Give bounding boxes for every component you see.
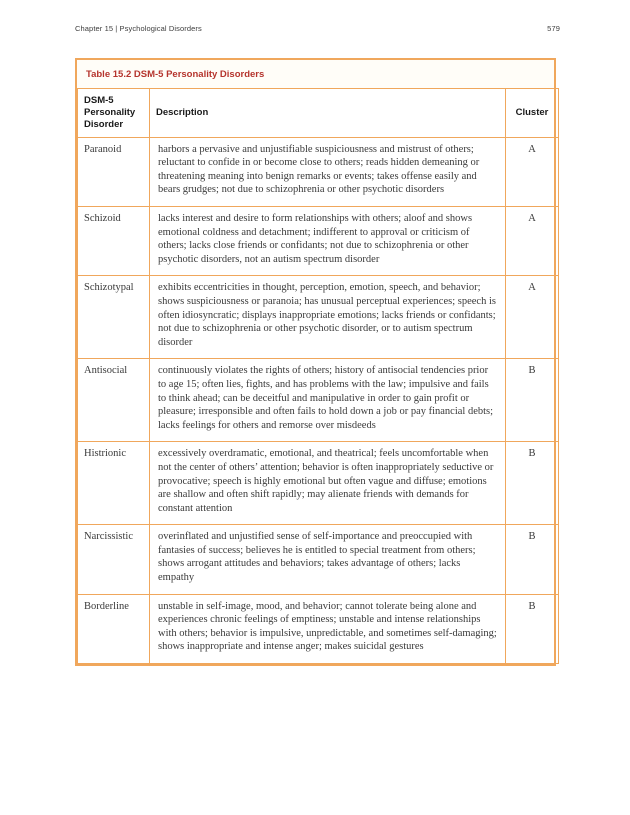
description-cell: lacks interest and desire to form relationships with others; aloof and shows emotional coldness and detachment; indifferent to approval or criticism of others; lacks close friends or confidants; not due to schizophrenia or other psychotic disorders, not an autism spectrum disorder bbox=[150, 207, 506, 276]
table bbox=[77, 88, 559, 664]
table-body bbox=[78, 137, 559, 663]
column-header-disorder: DSM-5 Personality Disorder bbox=[78, 89, 150, 138]
column-header-description: Description bbox=[150, 89, 506, 138]
description-cell: continuously violates the rights of others; history of antisocial tendencies prior to age 15; often lies, fights, and has problems with the law; impulsive and fails to think ahead; can be deceitful and manipulative in order to gain profit or pleasure; irresponsible and often fails to hold down a job or pay financial debts; lacks feelings for others and remorse over misdeeds bbox=[150, 359, 506, 442]
cluster-cell: B bbox=[506, 359, 559, 442]
table-row bbox=[78, 207, 559, 276]
cluster-cell: A bbox=[506, 137, 559, 206]
page-header bbox=[75, 24, 560, 33]
running-head: Chapter 15 | Psychological Disorders bbox=[75, 24, 202, 33]
cluster-cell: B bbox=[506, 594, 559, 663]
disorder-cell: Narcissistic bbox=[78, 525, 150, 594]
disorder-cell: Borderline bbox=[78, 594, 150, 663]
cluster-cell: A bbox=[506, 207, 559, 276]
table-row bbox=[78, 276, 559, 359]
disorder-cell: Schizoid bbox=[78, 207, 150, 276]
header-row bbox=[78, 89, 559, 138]
description-cell: excessively overdramatic, emotional, and theatrical; feels uncomfortable when not the center of others’ attention; behavior is often inappropriately seductive or provocative; speech is highly emotional but often vague and diffuse; emotions are shallow and often shift rapidly; may alienate friends with demands for constant attention bbox=[150, 442, 506, 525]
column-header-cluster: Cluster bbox=[506, 89, 559, 138]
disorder-cell: Paranoid bbox=[78, 137, 150, 206]
description-cell: overinflated and unjustified sense of self-importance and preoccupied with fantasies of success; believes he is entitled to special treatment from others; shows arrogant attitudes and behaviors; takes advantage of others; lacks empathy bbox=[150, 525, 506, 594]
page-number: 579 bbox=[547, 24, 560, 33]
table-row bbox=[78, 137, 559, 206]
cluster-cell: B bbox=[506, 525, 559, 594]
cluster-cell: A bbox=[506, 276, 559, 359]
description-cell: exhibits eccentricities in thought, perception, emotion, speech, and behavior; shows suspiciousness or paranoia; has unusual perceptual experiences; speech is often idiosyncratic; displays inappropriate emotions; lacks friends or confidants; not due to schizophrenia or other psychotic disorder, or to autism spectrum disorder bbox=[150, 276, 506, 359]
description-cell: harbors a pervasive and unjustifiable suspiciousness and mistrust of others; reluctant to confide in or become close to others; reads hidden demeaning or threatening meaning into benign remarks or events; takes offense easily and bears grudges; not due to schizophrenia or other psychotic disorders bbox=[150, 137, 506, 206]
disorder-cell: Histrionic bbox=[78, 442, 150, 525]
description-cell: unstable in self-image, mood, and behavior; cannot tolerate being alone and experiences chronic feelings of emptiness; unstable and intense relationships with others; behavior is impulsive, unpredictable, and sometimes self-damaging; shows inappropriate and intense anger; makes suicidal gestures bbox=[150, 594, 506, 663]
table-header bbox=[78, 89, 559, 138]
disorder-cell: Schizotypal bbox=[78, 276, 150, 359]
table-title: Table 15.2 DSM-5 Personality Disorders bbox=[77, 60, 554, 88]
table-row bbox=[78, 359, 559, 442]
dsm5-personality-disorders-table bbox=[75, 58, 556, 666]
table-row bbox=[78, 525, 559, 594]
table-row bbox=[78, 442, 559, 525]
cluster-cell: B bbox=[506, 442, 559, 525]
table-row bbox=[78, 594, 559, 663]
disorder-cell: Antisocial bbox=[78, 359, 150, 442]
